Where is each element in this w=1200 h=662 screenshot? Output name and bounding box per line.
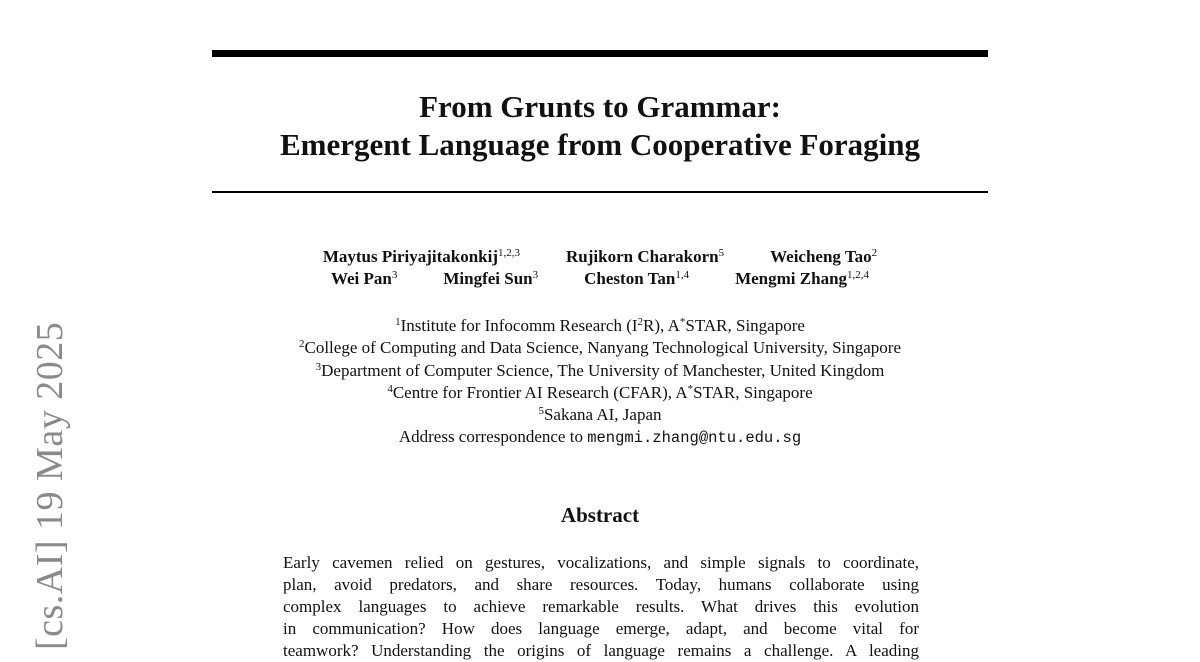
abstract-line: complex languages to achieve remarkable results. What drives this evolution (283, 597, 919, 616)
author-row-2 (212, 268, 988, 290)
affiliation-block (172, 315, 1028, 450)
author: Rujikorn Charakorn$^5$ (566, 247, 725, 266)
paper-title (212, 88, 988, 164)
abstract-text (283, 552, 919, 662)
title-line-1: From Grunts to Grammar: (419, 89, 781, 124)
abstract-line: teamwork? Understanding the origins of language remains a challenge. A leading (283, 641, 919, 660)
author: Maytus Piriyajitakonkij$^{1,2,3}$ (322, 247, 521, 266)
title-bottom-rule (212, 191, 988, 193)
abstract-line: Early cavemen relied on gestures, vocalizations, and simple signals to coordinate, (283, 553, 919, 572)
author-row-1 (212, 246, 988, 268)
affiliation-3: $^3$Department of Computer Science, The University of Manchester, United Kingdom (315, 360, 885, 380)
abstract-heading: Abstract (560, 503, 640, 527)
author: Mengmi Zhang$^{1,2,4}$ (735, 269, 870, 288)
abstract-line: in communication? How does language emerge, adapt, and become vital for (283, 619, 919, 638)
arxiv-stamp-text: [cs.AI] 19 May 2025 (29, 321, 71, 650)
title-top-rule (212, 50, 988, 57)
title-line-2: Emergent Language from Cooperative Foraging (280, 127, 920, 162)
author: Mingfei Sun$^3$ (443, 269, 539, 288)
affiliation-5: $^5$Sakana AI, Japan (538, 405, 662, 425)
author: Cheston Tan$^{1,4}$ (584, 269, 690, 288)
author-block (212, 246, 988, 290)
affiliation-1: $^1$Institute for Infocomm Research $(I^2R)$, A*STAR, Singapore (395, 316, 805, 335)
correspondence: Address correspondence to mengmi.zhang@ntu.edu.sg (398, 427, 802, 448)
correspondence-email[interactable]: mengmi.zhang@ntu.edu.sg (587, 429, 802, 448)
abstract-line: plan, avoid predators, and share resources. Today, humans collaborate using (283, 575, 919, 594)
author: Wei Pan$^3$ (330, 269, 398, 288)
affiliation-2: $^2$College of Computing and Data Science, Nanyang Technological University, Singapore (299, 338, 901, 358)
author: Weicheng Tao$^2$ (770, 247, 878, 266)
affiliation-4: $^4$Centre for Frontier AI Research (CFAR), A*STAR, Singapore (387, 382, 813, 402)
